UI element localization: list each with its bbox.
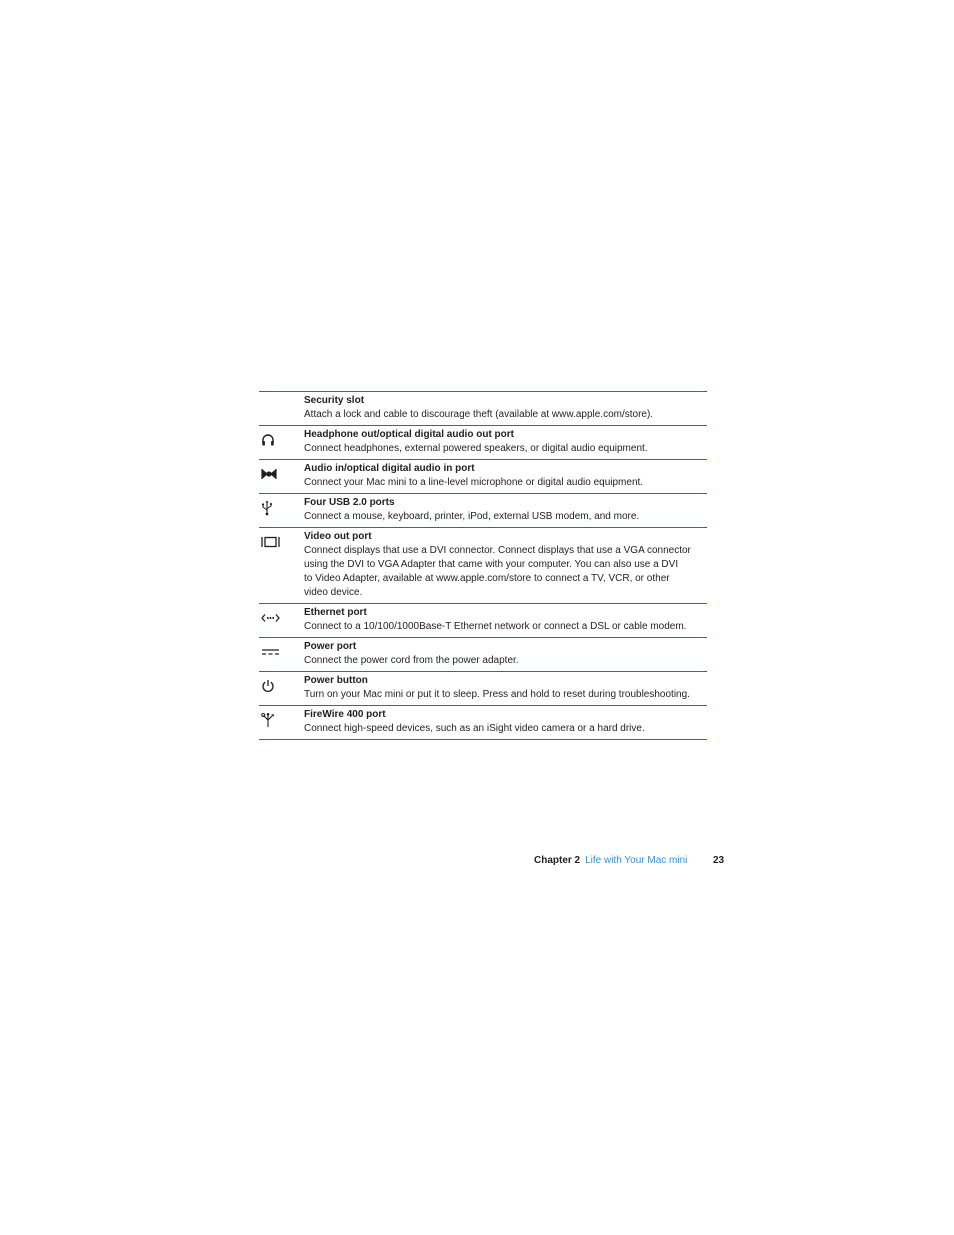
port-description: Turn on your Mac mini or put it to sleep. Press and hold to reset during troubleshooting. bbox=[304, 689, 690, 700]
ethernet-icon bbox=[261, 610, 283, 626]
port-description: Connect displays that use a DVI connector. Connect displays that use a VGA connector using the DVI to VGA Adapter that came with your computer. You can also use a DVI to Video Adapter, available at www.apple.com/store to connect a TV, VCR, or other video device. bbox=[304, 545, 691, 598]
port-row-power-button bbox=[259, 672, 707, 706]
page-number: 23 bbox=[713, 855, 725, 866]
port-row-video-out bbox=[259, 528, 707, 604]
firewire-icon bbox=[261, 712, 283, 728]
port-name: Power port bbox=[304, 641, 357, 652]
port-name: Power button bbox=[304, 675, 368, 686]
chapter-title: Life with Your Mac mini bbox=[585, 855, 688, 866]
port-row-power-port bbox=[259, 638, 707, 672]
page-footer bbox=[534, 854, 734, 868]
port-row-usb bbox=[259, 494, 707, 528]
port-description: Connect headphones, external powered speakers, or digital audio equipment. bbox=[304, 443, 648, 454]
port-description: Connect a mouse, keyboard, printer, iPod, external USB modem, and more. bbox=[304, 511, 640, 522]
port-name: Four USB 2.0 ports bbox=[304, 497, 395, 508]
power-button-icon bbox=[261, 678, 283, 694]
video-out-icon bbox=[261, 534, 283, 550]
power-port-icon bbox=[261, 644, 283, 660]
lock-icon bbox=[261, 398, 283, 414]
audio-in-icon bbox=[261, 466, 283, 482]
chapter-label: Chapter 2 bbox=[534, 855, 581, 866]
headphone-icon bbox=[261, 432, 283, 448]
port-description: Attach a lock and cable to discourage theft (available at www.apple.com/store). bbox=[304, 409, 654, 420]
port-table bbox=[259, 391, 707, 740]
port-name: Audio in/optical digital audio in port bbox=[304, 463, 475, 474]
port-description: Connect to a 10/100/1000Base-T Ethernet network or connect a DSL or cable modem. bbox=[304, 621, 687, 632]
port-row-headphone bbox=[259, 426, 707, 460]
port-description: Connect high-speed devices, such as an iSight video camera or a hard drive. bbox=[304, 723, 645, 734]
port-name: FireWire 400 port bbox=[304, 709, 386, 720]
port-name: Security slot bbox=[304, 395, 365, 406]
port-description: Connect your Mac mini to a line-level microphone or digital audio equipment. bbox=[304, 477, 644, 488]
port-name: Ethernet port bbox=[304, 607, 367, 618]
port-name: Video out port bbox=[304, 531, 372, 542]
usb-icon bbox=[261, 500, 283, 516]
port-description: Connect the power cord from the power adapter. bbox=[304, 655, 519, 666]
port-name: Headphone out/optical digital audio out port bbox=[304, 429, 514, 440]
port-row-security-slot bbox=[259, 392, 707, 426]
port-row-firewire bbox=[259, 706, 707, 740]
port-row-audio-in bbox=[259, 460, 707, 494]
port-row-ethernet bbox=[259, 604, 707, 638]
